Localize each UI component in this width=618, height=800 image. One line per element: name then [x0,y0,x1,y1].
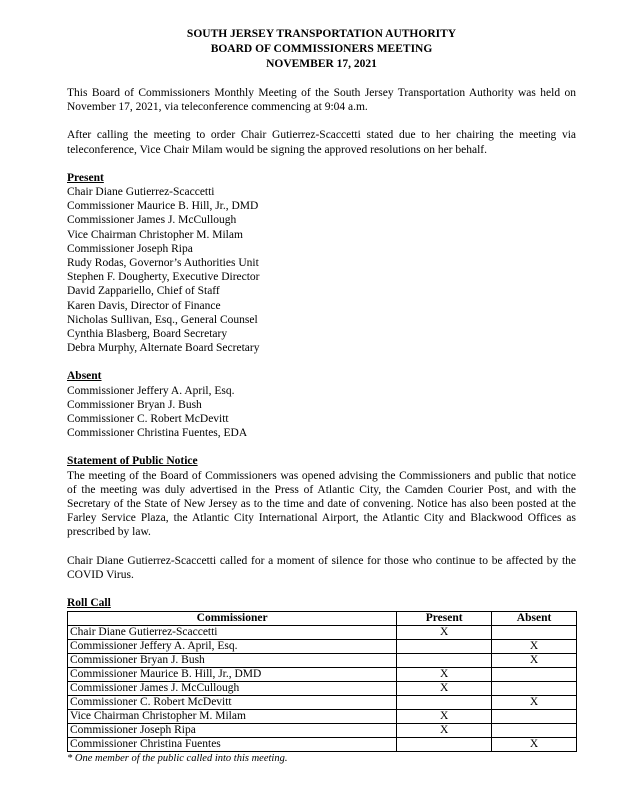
list-item: Commissioner Jeffery A. April, Esq. [67,384,235,397]
document-header [67,27,576,72]
absent-section [67,369,576,440]
table-row [68,640,577,654]
table-cell [397,696,492,710]
table-cell: X [397,626,492,640]
table-row [68,626,577,640]
table-cell [492,682,577,696]
table-cell: X [397,724,492,738]
rollcall-section [67,596,576,765]
absent-title: Absent [67,370,102,383]
intro-paragraph: This Board of Commissioners Monthly Meeting of the South Jersey Transportation Authority was held on November 17, 2021, via teleconference commencing at 9:04 a.m. [67,87,576,114]
column-header-present: Present [397,612,492,626]
rollcall-table [67,611,577,752]
table-cell [397,654,492,668]
notice-section [67,454,576,539]
table-row [68,668,577,682]
list-item: Commissioner James J. McCullough [67,214,237,227]
table-cell: Commissioner Christina Fuentes [68,738,397,752]
table-cell: X [492,640,577,654]
present-list [67,185,576,355]
header-date: NOVEMBER 17, 2021 [266,58,377,70]
list-item: David Zappariello, Chief of Staff [67,285,220,298]
table-cell: Commissioner Maurice B. Hill, Jr., DMD [68,668,397,682]
table-cell: Commissioner Bryan J. Bush [68,654,397,668]
table-cell [492,626,577,640]
rollcall-title: Roll Call [67,597,111,610]
order-paragraph: After calling the meeting to order Chair Gutierrez-Scaccetti stated due to her chairing the meeting via teleconference, Vice Chair Milam would be signing the approved resolutions on her behalf. [67,129,576,156]
list-item: Karen Davis, Director of Finance [67,299,221,312]
list-item: Debra Murphy, Alternate Board Secretary [67,342,260,355]
column-header-commissioner: Commissioner [68,612,397,626]
table-cell: Vice Chairman Christopher M. Milam [68,710,397,724]
present-title: Present [67,171,104,184]
notice-title: Statement of Public Notice [67,455,198,468]
list-item: Vice Chairman Christopher M. Milam [67,228,243,241]
table-cell [492,724,577,738]
table-cell: X [492,738,577,752]
table-row [68,724,577,738]
table-cell [492,710,577,724]
table-row [68,710,577,724]
table-cell: X [492,696,577,710]
table-cell: X [397,682,492,696]
table-cell: Commissioner Joseph Ripa [68,724,397,738]
notice-paragraph: The meeting of the Board of Commissioners was opened advising the Commissioners and public that notice of the meeting was duly advertised in the Press of Atlantic City, the Camden Courier Post, and with the Secretary of the State of New Jersey as to the time and date of convening. Notice has also been posted at the Farley Service Plaza, the Atlantic City International Airport, the Atlantic City and Blackwood Offices as prescribed by law. [67,469,576,539]
list-item: Stephen F. Dougherty, Executive Director [67,271,260,284]
list-item: Rudy Rodas, Governor’s Authorities Unit [67,257,259,270]
table-cell [397,738,492,752]
table-cell: Commissioner Jeffery A. April, Esq. [68,640,397,654]
table-footnote: * One member of the public called into this meeting. [67,753,288,765]
column-header-absent: Absent [492,612,577,626]
list-item: Commissioner Joseph Ripa [67,242,193,255]
table-cell [397,640,492,654]
list-item: Commissioner Maurice B. Hill, Jr., DMD [67,200,259,213]
absent-list [67,384,576,441]
list-item: Chair Diane Gutierrez-Scaccetti [67,186,215,199]
header-authority: SOUTH JERSEY TRANSPORTATION AUTHORITY [186,28,457,40]
list-item: Cynthia Blasberg, Board Secretary [67,328,228,341]
list-item: Commissioner Christina Fuentes, EDA [67,427,248,440]
header-meeting: BOARD OF COMMISSIONERS MEETING [210,43,433,55]
table-cell: Commissioner C. Robert McDevitt [68,696,397,710]
document-page [67,27,576,765]
table-row [68,738,577,752]
table-row [68,696,577,710]
list-item: Commissioner C. Robert McDevitt [67,413,229,426]
table-cell: Chair Diane Gutierrez-Scaccetti [68,626,397,640]
table-header-row [68,612,577,626]
table-cell: X [492,654,577,668]
present-section [67,171,576,356]
list-item: Nicholas Sullivan, Esq., General Counsel [67,313,258,326]
table-cell [492,668,577,682]
silence-paragraph: Chair Diane Gutierrez-Scaccetti called for a moment of silence for those who continue to be affected by the COVID Virus. [67,554,576,581]
list-item: Commissioner Bryan J. Bush [67,398,202,411]
table-cell: X [397,710,492,724]
table-cell: X [397,668,492,682]
table-row [68,654,577,668]
table-cell: Commissioner James J. McCullough [68,682,397,696]
table-row [68,682,577,696]
